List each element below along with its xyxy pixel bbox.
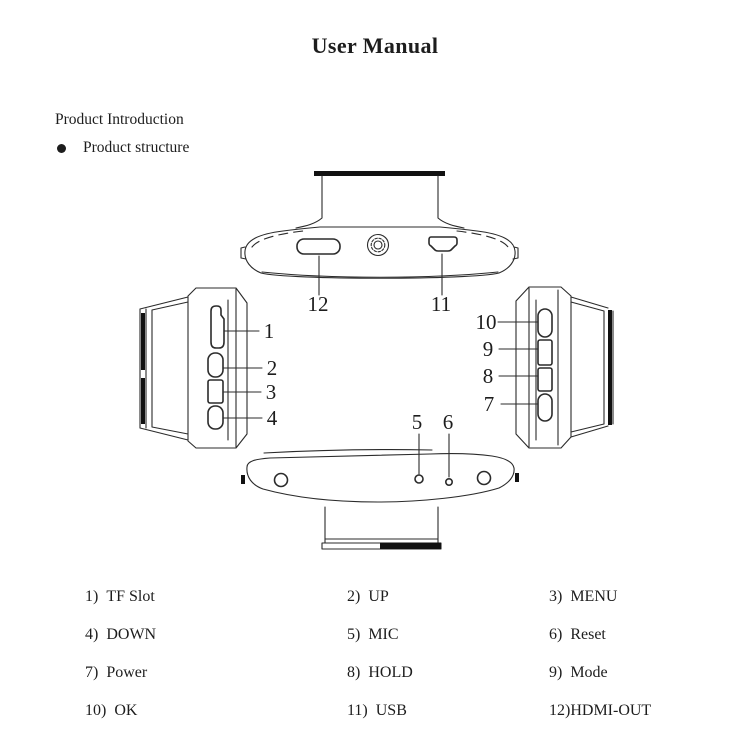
leader-lines-left xyxy=(223,331,262,418)
right-side-view xyxy=(476,287,614,448)
back-edge-line xyxy=(264,450,432,453)
power-button xyxy=(538,394,552,421)
legend-item-9: 9) Mode xyxy=(549,664,608,681)
legend-item-7: 7) Power xyxy=(85,664,148,681)
legend-item-4: 4) DOWN xyxy=(85,626,157,643)
leader-lines-bottom xyxy=(419,434,449,477)
callout-2: 2 xyxy=(266,356,278,380)
page-title: User Manual xyxy=(311,33,439,58)
lens-barrel-left xyxy=(140,297,188,440)
callout-11: 11 xyxy=(430,292,452,316)
tf-slot xyxy=(211,306,224,348)
callout-1: 1 xyxy=(263,319,275,343)
lens-barrel-right xyxy=(571,297,613,437)
screw-hole-right xyxy=(478,472,491,485)
tripod-mount xyxy=(368,235,389,256)
reset-hole xyxy=(446,479,452,485)
callout-10: 10 xyxy=(475,310,497,334)
legend xyxy=(85,588,675,740)
callout-9: 9 xyxy=(482,337,494,361)
legend-item-12: 12) HDMI-OUT xyxy=(549,702,652,719)
legend-item-5: 5) MIC xyxy=(347,626,399,643)
callout-4: 4 xyxy=(266,406,278,430)
mode-button xyxy=(538,340,552,365)
left-side-view xyxy=(140,288,278,448)
usb-port xyxy=(429,237,457,251)
leader-lines-right xyxy=(498,322,538,404)
hdmi-port xyxy=(297,239,340,254)
ok-button xyxy=(538,309,552,337)
legend-item-8: 8) HOLD xyxy=(347,664,413,681)
callout-12: 12 xyxy=(307,292,329,316)
legend-item-6: 6) Reset xyxy=(549,626,606,643)
bullet-item-label: Product structure xyxy=(83,139,190,156)
lens-cap-edge xyxy=(314,171,445,176)
down-button xyxy=(208,406,223,429)
lens-cap-edge-bottom xyxy=(380,543,441,550)
up-button xyxy=(208,353,223,377)
mic-hole xyxy=(415,475,423,483)
top-view xyxy=(241,171,518,316)
legend-item-11: 11) USB xyxy=(347,702,407,719)
hold-button xyxy=(538,368,552,391)
callout-3: 3 xyxy=(265,380,277,404)
legend-item-3: 3) MENU xyxy=(549,588,618,605)
menu-button xyxy=(208,380,223,403)
legend-item-10: 10) OK xyxy=(85,702,138,719)
callout-5: 5 xyxy=(411,410,423,434)
callout-8: 8 xyxy=(482,364,494,388)
lens-barrel-top xyxy=(296,176,464,228)
legend-item-2: 2) UP xyxy=(347,588,389,605)
callout-7: 7 xyxy=(483,392,495,416)
leader-lines-top xyxy=(319,254,442,295)
legend-item-1: 1) TF Slot xyxy=(85,588,155,605)
bottom-view xyxy=(241,410,519,549)
callout-6: 6 xyxy=(442,410,454,434)
section-heading: Product Introduction xyxy=(55,111,184,128)
screw-hole-left xyxy=(275,474,288,487)
